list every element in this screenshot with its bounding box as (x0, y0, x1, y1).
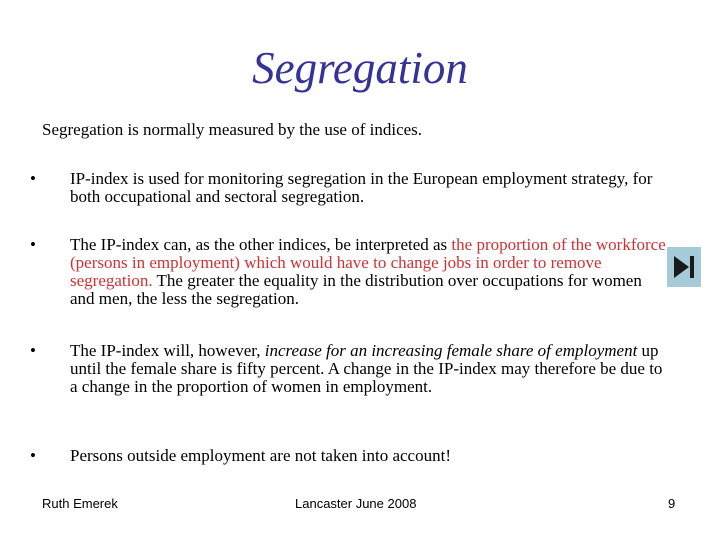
bullet-text (70, 236, 670, 308)
bullet-symbol: • (30, 446, 36, 465)
footer-event: Lancaster June 2008 (295, 496, 417, 511)
skip-to-end-icon (672, 255, 696, 279)
bullet-text-lead: The IP-index will, however, (70, 341, 265, 360)
page-number: 9 (668, 496, 676, 511)
bullet-text: IP-index is used for monitoring segregation in the European employment strategy, for both occupational and sectoral segregation. (70, 169, 653, 206)
bullet-item-2 (30, 236, 670, 308)
skip-to-end-button[interactable] (667, 247, 701, 287)
bullet-text-lead: The IP-index can, as the other indices, be interpreted as (70, 235, 452, 254)
bullet-symbol: • (30, 341, 36, 360)
bullet-item-4 (30, 447, 670, 465)
footer-author: Ruth Emerek (42, 496, 118, 511)
bullet-text: Persons outside employment are not taken into account! (70, 446, 451, 465)
bullet-symbol: • (30, 235, 36, 254)
bullet-item-3 (30, 342, 670, 396)
highlighted-definition: the proportion of the workforce (persons in employment) which would have to change jobs in order to remove segregation. (70, 235, 666, 290)
bullet-text-tail: The greater the equality in the distribution over occupations for women and men, the less the segregation. (70, 271, 642, 308)
bullet-text (70, 342, 670, 396)
intro-text: Segregation is normally measured by the use of indices. (42, 120, 423, 139)
bullet-item-1 (30, 170, 670, 206)
bullet-text-tail: up until the female share is fifty percent. A change in the IP-index may therefore be due to a change in the proportion of women in employment. (70, 341, 663, 396)
slide-title: Segregation (252, 43, 468, 93)
bullet-symbol: • (30, 169, 36, 188)
emphasized-phrase: increase for an increasing female share of employment (264, 341, 638, 360)
